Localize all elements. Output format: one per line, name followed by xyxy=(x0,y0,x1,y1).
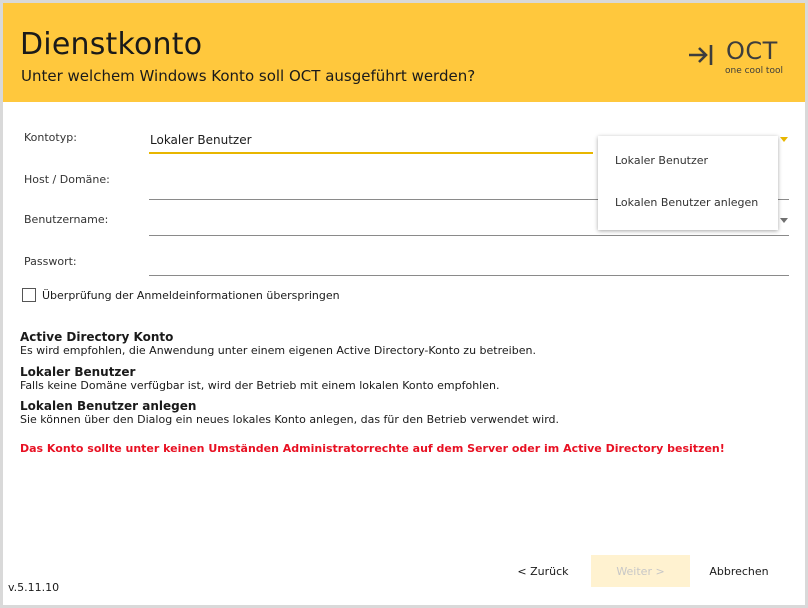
account-type-value: Lokaler Benutzer xyxy=(150,133,252,147)
arrow-right-icon xyxy=(686,41,716,69)
page-subtitle: Unter welchem Windows Konto soll OCT ausgeführt werden? xyxy=(21,67,476,85)
info-text: Es wird empfohlen, die Anwendung unter einem eigenen Active Directory-Konto zu betreiben. xyxy=(20,344,536,357)
page-title: Dienstkonto xyxy=(20,27,203,62)
next-button[interactable]: Weiter > xyxy=(591,555,690,587)
dropdown-option-create-local-user[interactable]: Lokalen Benutzer anlegen xyxy=(615,196,759,209)
logo-tagline: one cool tool xyxy=(725,66,783,76)
header-banner xyxy=(3,3,805,102)
info-block-local xyxy=(20,365,499,392)
info-text: Sie können über den Dialog ein neues lokales Konto anlegen, das für den Betrieb verwendet wird. xyxy=(20,413,560,426)
password-input[interactable] xyxy=(149,252,789,276)
skip-check-label: Überprüfung der Anmeldeinformationen überspringen xyxy=(42,289,340,302)
password-label: Passwort: xyxy=(24,255,77,268)
account-type-label: Kontotyp: xyxy=(24,131,77,144)
version-label: v.5.11.10 xyxy=(8,581,60,594)
skip-check-checkbox[interactable] xyxy=(22,288,36,302)
host-label: Host / Domäne: xyxy=(24,173,110,186)
info-title: Lokalen Benutzer anlegen xyxy=(20,399,197,413)
warning-text: Das Konto sollte unter keinen Umständen Administratorrechte auf dem Server oder im Active Directory besitzen! xyxy=(20,442,725,455)
info-block-ad xyxy=(20,330,536,357)
info-text: Falls keine Domäne verfügbar ist, wird der Betrieb mit einem lokalen Konto empfohlen. xyxy=(20,379,500,392)
username-label: Benutzername: xyxy=(24,213,109,226)
dropdown-option-local-user[interactable]: Lokaler Benutzer xyxy=(615,154,709,167)
chevron-down-icon[interactable] xyxy=(780,137,788,142)
account-type-dropdown xyxy=(598,136,778,230)
info-title: Lokaler Benutzer xyxy=(20,365,136,379)
back-button[interactable]: < Zurück xyxy=(517,564,569,578)
logo-text: OCT xyxy=(726,37,778,65)
account-type-select[interactable] xyxy=(149,130,593,154)
chevron-down-icon[interactable] xyxy=(780,218,788,223)
info-title: Active Directory Konto xyxy=(20,330,174,344)
info-block-create xyxy=(20,399,559,426)
cancel-button[interactable]: Abbrechen xyxy=(709,564,769,578)
oct-logo xyxy=(686,37,796,81)
